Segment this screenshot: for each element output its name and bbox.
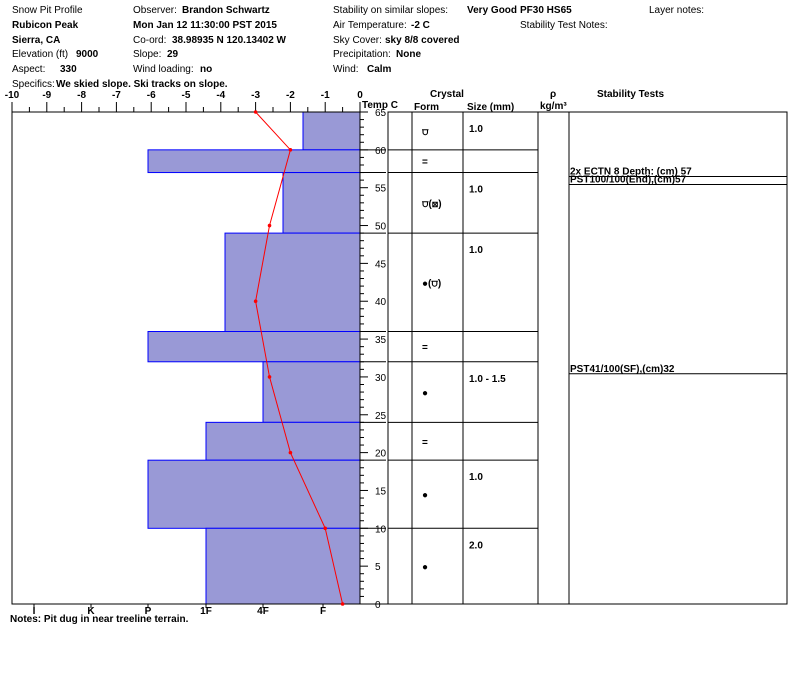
stability-tests-header: Stability Tests — [597, 89, 665, 100]
temperature-point-4 — [268, 375, 272, 379]
crystal-size-3: 1.0 — [469, 245, 483, 257]
slope-label: Slope: — [133, 49, 162, 60]
temp-tick-label-10: 0 — [357, 90, 363, 101]
temperature-point-2 — [268, 224, 272, 228]
height-tick-label-10: 50 — [375, 221, 387, 233]
slope-value: 29 — [167, 49, 179, 60]
temp-tick-label-1: -9 — [42, 90, 52, 101]
hardness-tick-label-3: 1F — [200, 606, 212, 617]
aspect-value: 330 — [60, 64, 77, 75]
layer-notes-label: Layer notes: — [649, 5, 705, 16]
air-temp-value: -2 C — [411, 20, 430, 31]
observer-value: Brandon Schwartz — [182, 5, 270, 16]
rho-header: ρ — [550, 89, 557, 100]
crystal-size-7: 1.0 — [469, 472, 483, 484]
height-tick-label-6: 30 — [375, 372, 387, 384]
temperature-point-5 — [289, 451, 293, 455]
crystal-form-3: ●(⩌) — [422, 278, 442, 290]
stability-test-1: PST100/100(End),(cm)57 — [570, 174, 687, 186]
temperature-point-3 — [254, 299, 258, 303]
hardness-bar-7 — [148, 460, 360, 528]
elevation-value: 9000 — [76, 49, 99, 60]
temp-tick-label-9: -1 — [320, 90, 330, 101]
stability-notes-label: Stability Test Notes: — [520, 20, 608, 31]
observer-label: Observer: — [133, 5, 177, 16]
sky-label: Sky Cover: — [333, 35, 382, 46]
crystal-form-0: ⩌ — [422, 126, 429, 138]
hardness-bar-5 — [263, 362, 360, 423]
hardness-bar-4 — [148, 332, 360, 362]
temperature-point-1 — [289, 148, 293, 152]
height-tick-label-8: 40 — [375, 297, 387, 309]
size-header: Size (mm) — [467, 102, 515, 113]
profile-title: Snow Pit Profile — [12, 5, 83, 16]
hardness-bar-6 — [206, 422, 360, 460]
specifics-value: We skied slope. Ski tracks on slope. — [56, 79, 228, 90]
temp-tick-label-7: -3 — [251, 90, 261, 101]
crystal-form-6: = — [422, 437, 428, 449]
hardness-tick-label-1: K — [87, 606, 95, 617]
height-tick-label-11: 55 — [375, 183, 387, 195]
sky-value: sky 8/8 covered — [385, 35, 460, 46]
temperature-point-6 — [323, 527, 327, 531]
height-tick-label-3: 15 — [375, 486, 387, 498]
crystal-form-8: ● — [422, 562, 429, 574]
height-tick-label-12: 60 — [375, 145, 387, 157]
crystal-size-8: 2.0 — [469, 540, 483, 552]
crystal-size-2: 1.0 — [469, 184, 483, 196]
form-header: Form — [414, 102, 439, 113]
crystal-header: Crystal — [430, 89, 464, 100]
coord-label: Co-ord: — [133, 35, 167, 46]
height-tick-label-0: 0 — [375, 600, 381, 611]
temp-tick-label-5: -5 — [181, 90, 191, 101]
crystal-size-0: 1.0 — [469, 124, 483, 135]
location-name: Rubicon Peak — [12, 20, 79, 31]
pit-notes: Notes: Pit dug in near treeline terrain. — [10, 614, 189, 625]
height-tick-label-7: 35 — [375, 335, 387, 347]
hardness-tick-label-2: P — [144, 606, 152, 617]
hardness-bar-8 — [206, 528, 360, 604]
air-temp-label: Air Temperature: — [333, 20, 407, 31]
hardness-bar-0 — [303, 112, 360, 150]
temp-tick-label-8: -2 — [285, 90, 295, 101]
crystal-form-5: ● — [422, 388, 429, 400]
precip-label: Precipitation: — [333, 49, 391, 60]
specifics-label: Specifics: — [12, 79, 55, 90]
pf-hs: PF30 HS65 — [520, 5, 572, 16]
height-tick-label-5: 25 — [375, 410, 387, 422]
height-tick-label-4: 20 — [375, 448, 387, 460]
wind-loading-label: Wind loading: — [133, 64, 194, 75]
temp-tick-label-3: -7 — [111, 90, 121, 101]
height-tick-label-1: 5 — [375, 562, 381, 574]
temp-tick-label-0: -10 — [4, 90, 20, 101]
crystal-form-1: = — [422, 157, 428, 169]
hardness-tick-label-5: F — [319, 606, 327, 617]
elevation-label: Elevation (ft) — [12, 49, 69, 60]
hardness-bar-3 — [225, 233, 360, 331]
temp-tick-label-6: -4 — [216, 90, 226, 101]
hardness-bar-1 — [148, 150, 360, 173]
datetime: Mon Jan 12 11:30:00 PST 2015 — [133, 20, 277, 31]
hardness-tick-label-0: I — [32, 606, 36, 617]
temperature-point-0 — [254, 110, 258, 114]
crystal-form-4: = — [422, 342, 428, 354]
stability-test-0: 2x ECTN 8 Depth: (cm) 57 — [570, 166, 692, 178]
stability-test-2: PST41/100(SF),(cm)32 — [570, 363, 675, 375]
layer-table-frame — [388, 112, 787, 604]
crystal-form-2: ⩌(⊠) — [422, 198, 442, 210]
wind-loading-value: no — [200, 64, 213, 75]
hardness-bar-2 — [283, 173, 360, 234]
temp-tick-label-2: -8 — [77, 90, 87, 101]
height-tick-label-9: 45 — [375, 259, 387, 271]
coord-value: 38.98935 N 120.13402 W — [172, 35, 286, 46]
temp-tick-label-4: -6 — [146, 90, 156, 101]
stability-label: Stability on similar slopes: — [333, 5, 449, 16]
aspect-label: Aspect: — [12, 64, 46, 75]
hardness-tick-label-4: 4F — [257, 606, 269, 617]
region: Sierra, CA — [12, 35, 61, 46]
precip-value: None — [396, 49, 421, 60]
height-tick-label-2: 10 — [375, 524, 387, 536]
rho-unit-header: kg/m³ — [540, 101, 567, 112]
stability-value: Very Good — [467, 5, 518, 16]
wind-value: Calm — [367, 64, 392, 75]
crystal-size-5: 1.0 - 1.5 — [469, 373, 506, 385]
crystal-form-7: ● — [422, 490, 429, 502]
temp-axis-title: Temp C — [362, 100, 398, 111]
temperature-point-7 — [341, 602, 345, 606]
height-tick-label-13: 65 — [375, 108, 387, 119]
wind-label: Wind: — [333, 64, 359, 75]
